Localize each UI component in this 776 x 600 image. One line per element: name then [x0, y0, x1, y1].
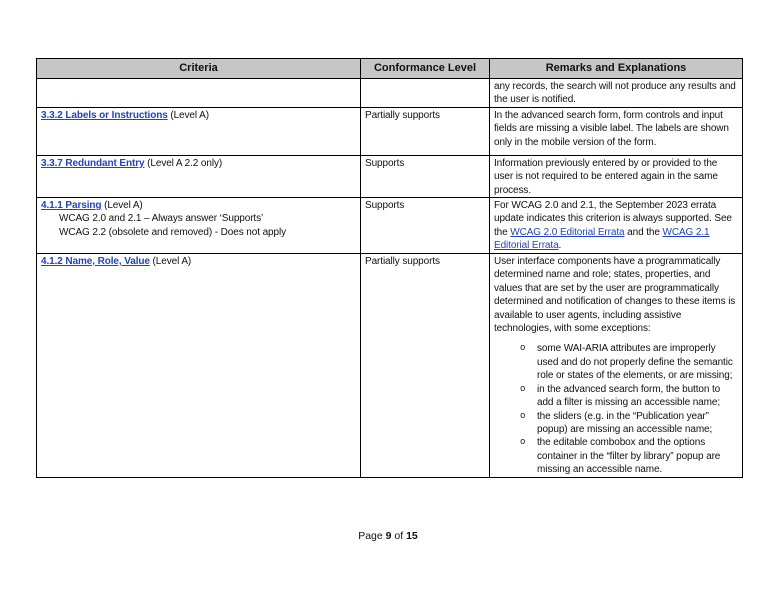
column-header-conformance-level: Conformance Level	[361, 59, 490, 79]
conformance-cell: Partially supports	[361, 107, 490, 155]
criteria-level-label: (Level A 2.2 only)	[144, 157, 223, 169]
conformance-cell: Partially supports	[361, 254, 490, 478]
table-row	[37, 107, 743, 155]
table-row	[37, 254, 743, 478]
remarks-cell	[490, 107, 743, 155]
footer-of-label: of	[391, 530, 407, 542]
link-wcag-2-0-editorial-errata[interactable]: WCAG 2.0 Editorial Errata	[510, 226, 625, 238]
link-wcag-2-1-editorial-errata[interactable]: WCAG 2.1 Editorial Errata	[494, 226, 710, 252]
bullet-text: in the advanced search form, the button to add a filter is missing an accessible name;	[537, 383, 721, 409]
remarks-cell	[490, 254, 743, 478]
list-item	[520, 383, 738, 410]
criteria-cell	[37, 107, 361, 155]
remarks-text: For WCAG 2.0 and 2.1, the September 2023 errata update indicates this criterion is always supported. See the	[494, 200, 732, 238]
criteria-note-wcag20-21: WCAG 2.0 and 2.1 – Always answer ‘Supports’	[59, 213, 264, 225]
remarks-text: .	[558, 240, 562, 252]
remarks-cell	[490, 198, 743, 254]
table-row	[37, 79, 743, 108]
bullet-marker: o	[520, 410, 526, 421]
remarks-cell	[490, 155, 743, 197]
bullet-text: the sliders (e.g. in the “Publication year” popup) are missing an accessible name;	[537, 410, 713, 435]
criteria-note-wcag22: WCAG 2.2 (obsolete and removed) - Does not apply	[59, 226, 286, 238]
criteria-link-4-1-1-parsing[interactable]: 4.1.1 Parsing	[41, 200, 102, 212]
remarks-text: Information previously entered by or provided to the user is not required to be entered again in the same process.	[494, 157, 718, 196]
remarks-cell	[490, 79, 743, 108]
bullet-text: some WAI-ARIA attributes are improperly used and do not properly define the semantic role or states of the elements, or are missing;	[537, 343, 733, 382]
conformance-cell: Supports	[361, 198, 490, 254]
remarks-bullet-list	[494, 342, 738, 476]
list-item	[520, 410, 738, 437]
table-row	[37, 198, 743, 254]
list-item	[520, 436, 738, 476]
criteria-link-4-1-2-name-role-value[interactable]: 4.1.2 Name, Role, Value	[41, 256, 150, 268]
footer-page-total: 15	[406, 530, 418, 542]
criteria-cell	[37, 155, 361, 197]
criteria-level-label: (Level A)	[167, 109, 209, 121]
remarks-text: In the advanced search form, form controls and input fields are missing a visible label. The labels are shown only in the mobile version of the form.	[494, 109, 729, 148]
criteria-cell	[37, 198, 361, 254]
conformance-cell: Supports	[361, 155, 490, 197]
page-footer	[0, 530, 776, 542]
footer-page-label: Page	[358, 530, 386, 542]
remarks-text: and the	[624, 226, 663, 238]
footer-page-number: 9	[385, 530, 392, 542]
criteria-cell	[37, 79, 361, 108]
criteria-level-label: (Level A)	[149, 256, 192, 268]
remarks-text: any records, the search will not produce any results and the user is notified.	[494, 81, 736, 106]
criteria-link-3-3-7-redundant-entry[interactable]: 3.3.7 Redundant Entry	[41, 157, 145, 169]
table-row	[37, 155, 743, 197]
table-header-row	[37, 59, 743, 79]
conformance-table	[36, 58, 743, 478]
criteria-cell	[37, 254, 361, 478]
remarks-paragraph: User interface components have a programmatically determined name and role; states, properties, and values that are set by the user are programmatically determined and notification of changes to these items is available to user agents, including assistive technologies, with some exceptions:	[494, 256, 736, 335]
bullet-marker: o	[520, 383, 526, 394]
bullet-marker: o	[520, 437, 526, 448]
column-header-remarks: Remarks and Explanations	[490, 59, 743, 79]
bullet-text: the editable combobox and the options container in the “filter by library” popup are missing an accessible name.	[537, 437, 721, 476]
column-header-criteria: Criteria	[37, 59, 361, 79]
list-item	[520, 342, 738, 382]
criteria-link-3-3-2-labels-or-instructions[interactable]: 3.3.2 Labels or Instructions	[41, 109, 168, 121]
conformance-cell	[361, 79, 490, 108]
criteria-level-label: (Level A)	[101, 200, 143, 212]
bullet-marker: o	[520, 343, 526, 354]
